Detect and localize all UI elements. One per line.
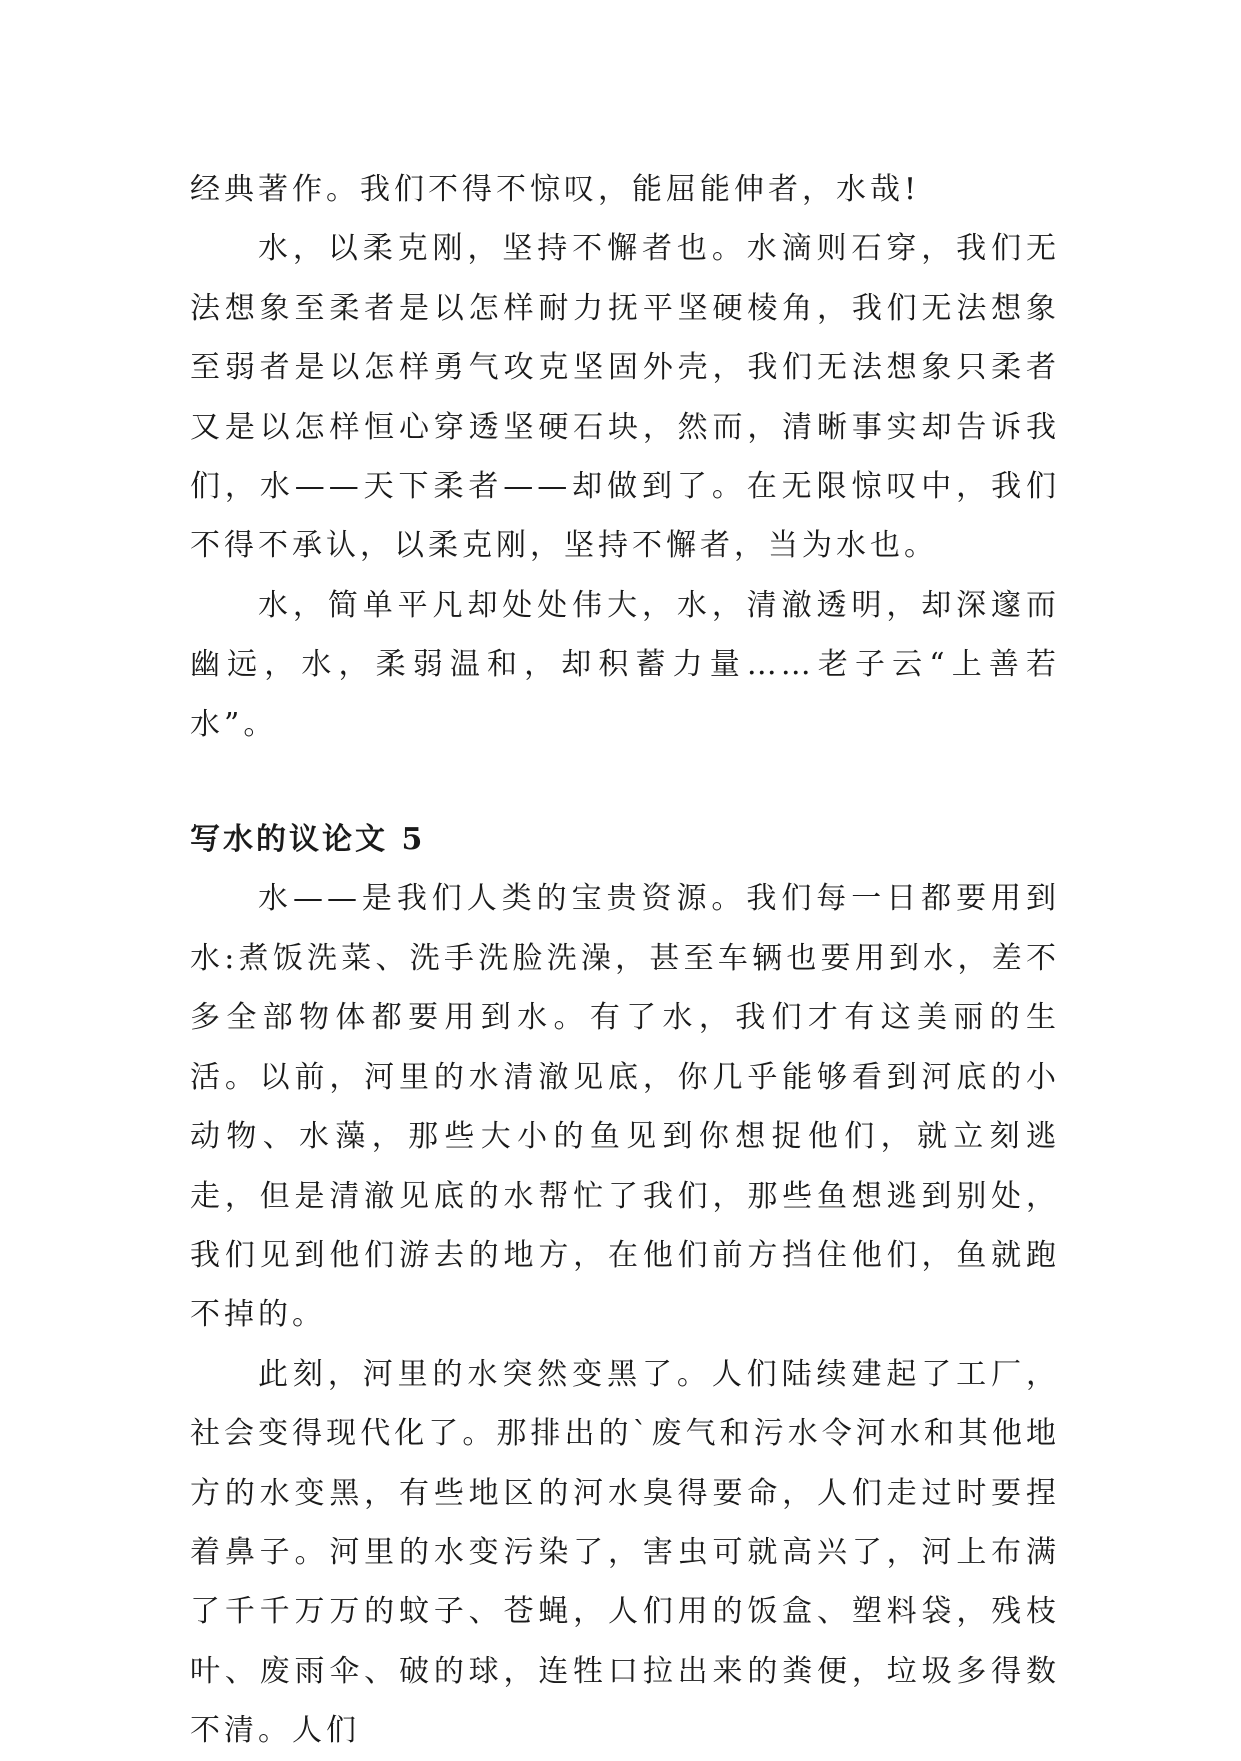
document-page <box>190 160 1060 1761</box>
paragraph-water-resource: 水——是我们人类的宝贵资源。我们每一日都要用到水:煮饭洗菜、洗手洗脸洗澡，甚至车辆也要用到水，差不多全部物体都要用到水。有了水，我们才有这美丽的生活。以前，河里的水清澈见底，你几乎能够看到河底的小动物、水藻，那些大小的鱼见到你想捉他们，就立刻逃走，但是清澈见底的水帮忙了我们，那些鱼想逃到别处，我们见到他们游去的地方，在他们前方挡住他们，鱼就跑不掉的。 <box>190 881 1060 1333</box>
section-title: 写水的议论文 5 <box>190 822 426 858</box>
paragraph-continuation: 经典著作。我们不得不惊叹，能屈能伸者，水哉! <box>190 172 921 207</box>
paragraph-shang-shan-ruo-shui: 水，简单平凡却处处伟大，水，清澈透明，却深邃而幽远，水，柔弱温和，却积蓄力量……老子云“上善若水”。 <box>190 587 1060 742</box>
section-gap <box>190 754 1060 810</box>
paragraph-rou-ke-gang: 水，以柔克刚，坚持不懈者也。水滴则石穿，我们无法想象至柔者是以怎样耐力抚平坚硬棱角，我们无法想象至弱者是以怎样勇气攻克坚固外壳，我们无法想象只柔者又是以怎样恒心穿透坚硬石块，然而，清晰事实却告诉我们，水——天下柔者——却做到了。在无限惊叹中，我们不得不承认，以柔克刚，坚持不懈者，当为水也。 <box>190 231 1060 564</box>
paragraph-water-pollution: 此刻，河里的水突然变黑了。人们陆续建起了工厂，社会变得现代化了。那排出的`废气和污水令河水和其他地方的水变黑，有些地区的河水臭得要命，人们走过时要捏着鼻子。河里的水变污染了，害虫可就高兴了，河上布满了千千万万的蚊子、苍蝇，人们用的饭盒、塑料袋，残枝叶、废雨伞、破的球，连牲口拉出来的粪便，垃圾多得数不清。人们 <box>190 1356 1060 1749</box>
